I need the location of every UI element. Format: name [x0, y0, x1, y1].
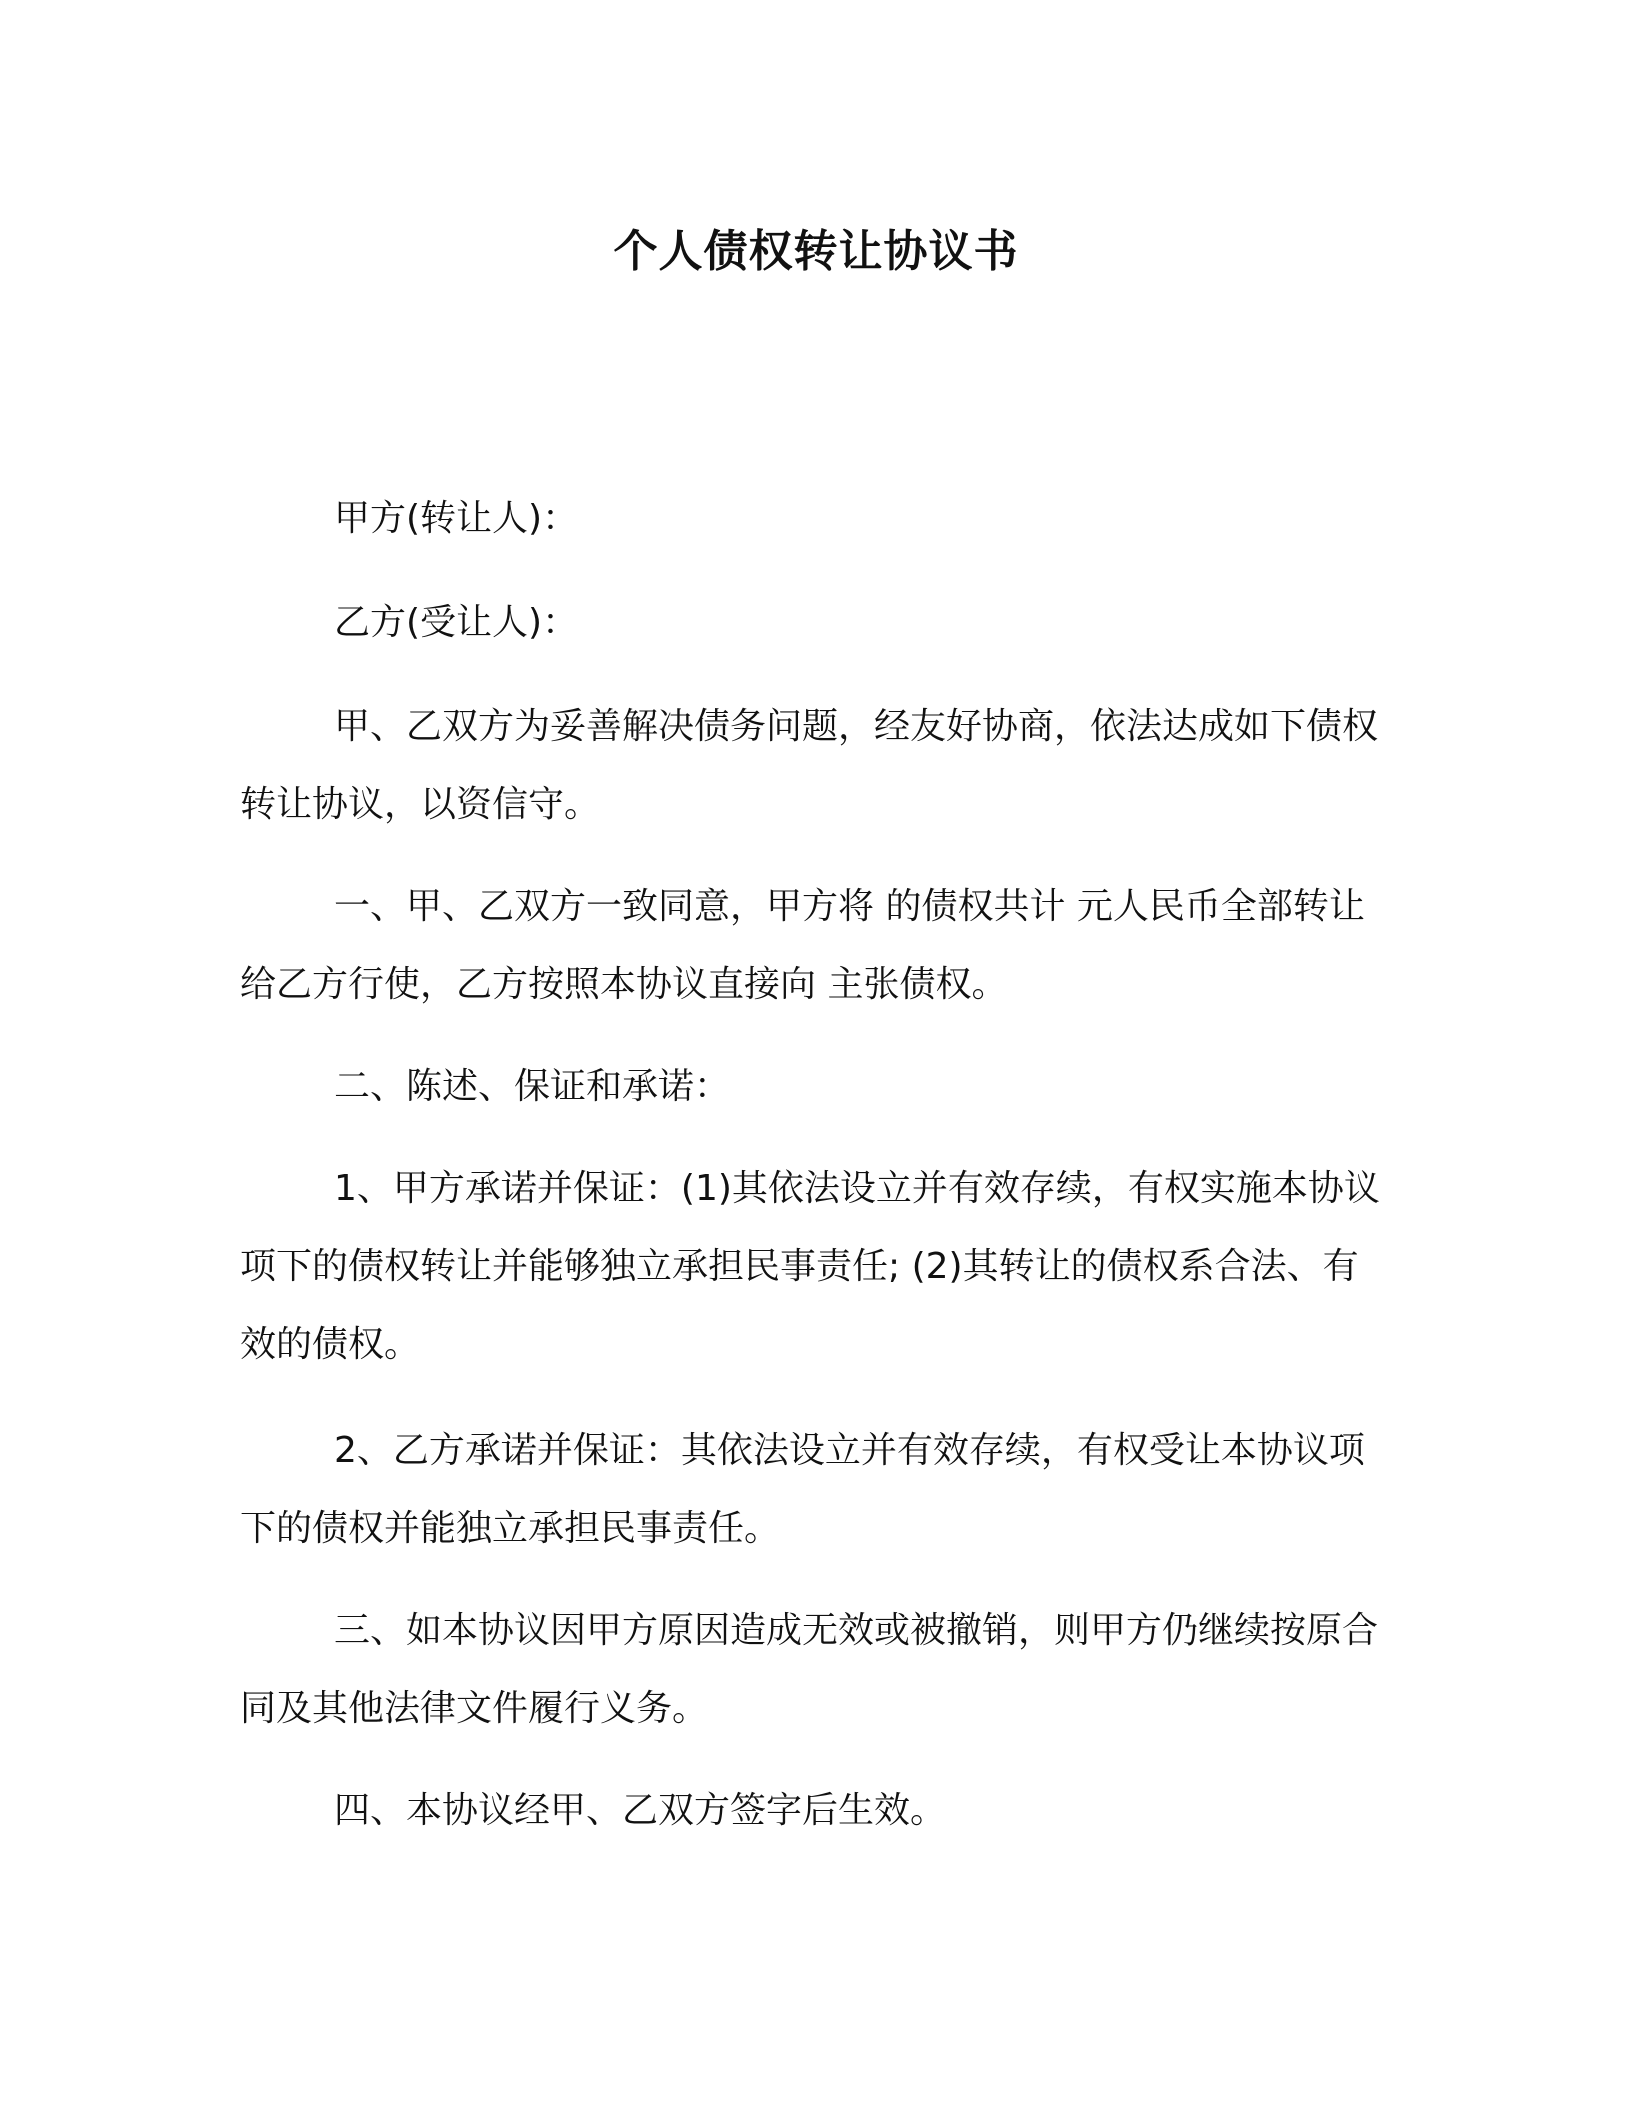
- clause-4-paragraph: 四、本协议经甲、乙双方签字后生效。: [334, 1790, 947, 1831]
- document-title: 个人债权转让协议书: [613, 226, 1019, 277]
- clause-1-paragraph: 一、甲、乙双方一致同意，甲方将 的债权共计 元人民币全部转让给乙方行使，乙方按照本协议直接向 主张债权。: [240, 886, 1365, 1005]
- clause-2-heading: 二、陈述、保证和承诺：: [334, 1066, 731, 1107]
- clause-4-block: [240, 1772, 1380, 1850]
- clause-2-2-block: [240, 1412, 1380, 1568]
- party-a-line: [240, 480, 1380, 558]
- intro-paragraph-block: [240, 688, 1380, 844]
- clause-1-block: [240, 868, 1380, 1024]
- party-b-line: [240, 584, 1380, 662]
- clause-2-1-block: [240, 1150, 1380, 1384]
- clause-2-2-paragraph: 2、乙方承诺并保证：其依法设立并有效存续，有权受让本协议项下的债权并能独立承担民事责任。: [240, 1430, 1365, 1549]
- clause-2-1-paragraph: 1、甲方承诺并保证：(1)其依法设立并有效存续，有权实施本协议项下的债权转让并能够独立承担民事责任; (2)其转让的债权系合法、有效的债权。: [240, 1168, 1380, 1365]
- intro-paragraph: 甲、乙双方为妥善解决债务问题，经友好协商，依法达成如下债权转让协议，以资信守。: [240, 706, 1379, 825]
- clause-2-heading-block: [240, 1048, 1380, 1126]
- party-a-label: 甲方(转让人)：: [334, 498, 579, 539]
- party-b-label: 乙方(受让人)：: [334, 602, 579, 643]
- clause-3-paragraph: 三、如本协议因甲方原因造成无效或被撤销，则甲方仍继续按原合同及其他法律文件履行义务。: [240, 1610, 1379, 1729]
- clause-3-block: [240, 1592, 1380, 1748]
